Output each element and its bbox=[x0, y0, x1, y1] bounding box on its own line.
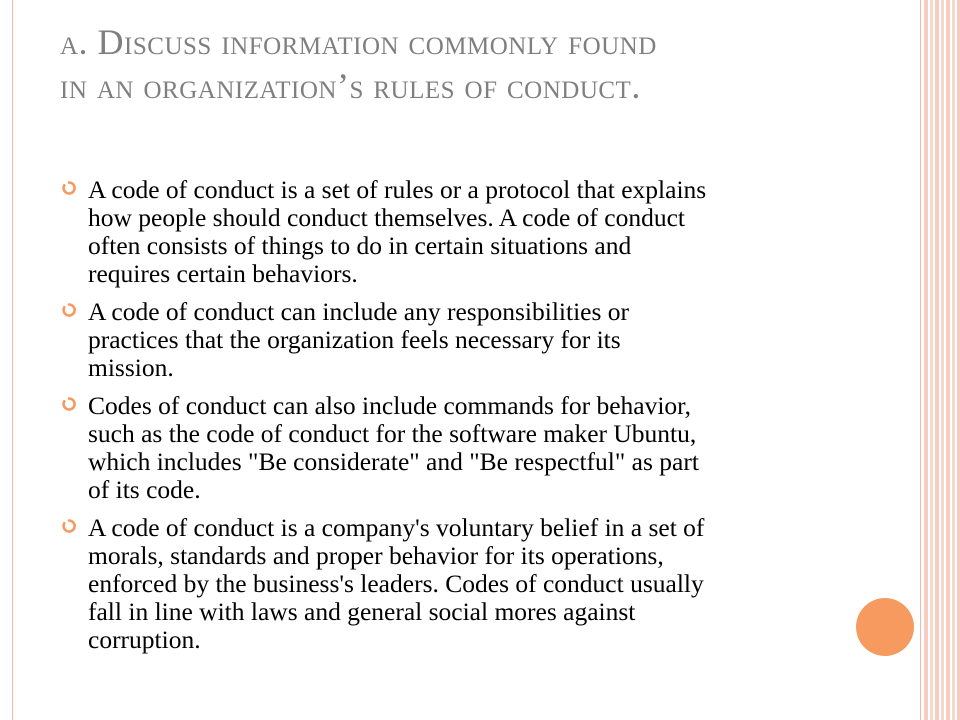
slide-title-line: a. Discuss information commonly found bbox=[60, 22, 657, 62]
orange-circle-icon bbox=[856, 598, 914, 656]
open-circle-bullet-icon bbox=[62, 303, 76, 317]
bullet-line: corruption. bbox=[88, 625, 201, 654]
bullet-item bbox=[62, 298, 904, 382]
bullet-line: A code of conduct is a set of rules or a protocol that explains bbox=[88, 175, 707, 204]
bullet-line: mission. bbox=[88, 353, 174, 382]
bullet-line: of its code. bbox=[88, 475, 201, 504]
bullet-line: A code of conduct can include any responsibilities or bbox=[88, 297, 630, 326]
bullet-line: morals, standards and proper behavior for its operations, bbox=[88, 541, 664, 570]
bullet-line: how people should conduct themselves. A code of conduct bbox=[88, 203, 685, 232]
bullet-line: fall in line with laws and general social mores against bbox=[88, 597, 636, 626]
bullet-line: requires certain behaviors. bbox=[88, 259, 358, 288]
slide-title bbox=[60, 20, 880, 108]
decorative-stripe-band bbox=[924, 0, 960, 720]
open-circle-bullet-icon bbox=[62, 519, 76, 533]
open-circle-bullet-icon bbox=[62, 397, 76, 411]
bullet-line: such as the code of conduct for the software maker Ubuntu, bbox=[88, 419, 697, 448]
slide-title-line: in an organization’s rules of conduct. bbox=[60, 66, 641, 106]
bullet-item bbox=[62, 514, 904, 654]
bullet-line: often consists of things to do in certain situations and bbox=[88, 231, 632, 260]
bullet-list bbox=[62, 176, 904, 664]
frame-line-left bbox=[12, 0, 13, 720]
bullet-line: Codes of conduct can also include commands for behavior, bbox=[88, 391, 692, 420]
bullet-line: which includes "Be considerate" and "Be respectful" as part bbox=[88, 447, 699, 476]
bullet-line: enforced by the business's leaders. Codes of conduct usually bbox=[88, 569, 704, 598]
bullet-item bbox=[62, 176, 904, 288]
frame-line-right bbox=[920, 0, 921, 720]
bullet-item bbox=[62, 392, 904, 504]
bullet-line: practices that the organization feels necessary for its bbox=[88, 325, 621, 354]
open-circle-bullet-icon bbox=[62, 181, 76, 195]
bullet-line: A code of conduct is a company's voluntary belief in a set of bbox=[88, 513, 705, 542]
